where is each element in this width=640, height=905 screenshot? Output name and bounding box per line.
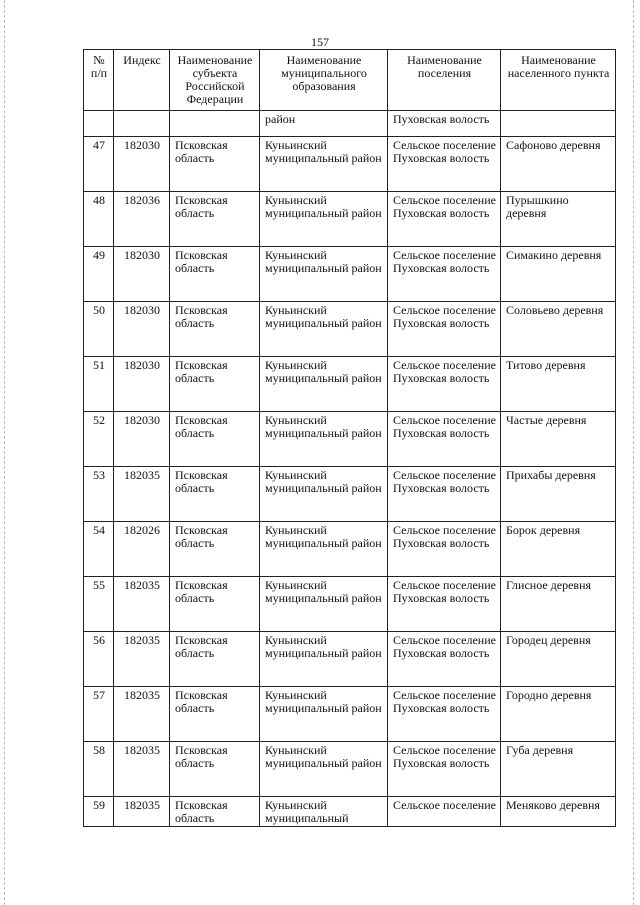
cell-locality: Соловьево деревня xyxy=(501,302,616,357)
header-municipality: Наименование муниципального образования xyxy=(260,50,388,111)
table-row xyxy=(84,412,616,467)
cell-municipality: Куньинский муниципальный район xyxy=(260,687,388,742)
table-row xyxy=(84,357,616,412)
cell-municipality: Куньинский муниципальный район xyxy=(260,412,388,467)
cell-number: 54 xyxy=(84,522,114,577)
cell-municipality: Куньинский муниципальный район xyxy=(260,357,388,412)
cell-subject: Псковская область xyxy=(170,357,260,412)
cell-number: 48 xyxy=(84,192,114,247)
table-row xyxy=(84,687,616,742)
cell-settlement: Сельское поселение Пуховская волость xyxy=(388,742,501,797)
cell-subject: Псковская область xyxy=(170,247,260,302)
cell-locality: Глисное деревня xyxy=(501,577,616,632)
table-row xyxy=(84,302,616,357)
header-index: Индекс xyxy=(114,50,170,111)
cell-subject: Псковская область xyxy=(170,412,260,467)
cell-index: 182030 xyxy=(114,302,170,357)
cell-number: 58 xyxy=(84,742,114,797)
table-row xyxy=(84,632,616,687)
cell-subject: Псковская область xyxy=(170,192,260,247)
cell-index: 182030 xyxy=(114,357,170,412)
cell-settlement: Сельское поселение Пуховская волость xyxy=(388,577,501,632)
table-row xyxy=(84,192,616,247)
cell-municipality: Куньинский муниципальный район xyxy=(260,522,388,577)
cell-settlement: Сельское поселение Пуховская волость xyxy=(388,137,501,192)
cell-number: 49 xyxy=(84,247,114,302)
cell-index: 182030 xyxy=(114,137,170,192)
header-settlement: Наименование поселения xyxy=(388,50,501,111)
cell-index: 182026 xyxy=(114,522,170,577)
table-row xyxy=(84,577,616,632)
cell-locality: Губа деревня xyxy=(501,742,616,797)
cell-locality: Прихабы деревня xyxy=(501,467,616,522)
cell-municipality: Куньинский муниципальный район xyxy=(260,742,388,797)
cell-locality: Частые деревня xyxy=(501,412,616,467)
cell-index: 182036 xyxy=(114,192,170,247)
cell-municipality: Куньинский муниципальный xyxy=(260,797,388,827)
cell-subject: Псковская область xyxy=(170,687,260,742)
cell-settlement: Сельское поселение Пуховская волость xyxy=(388,632,501,687)
settlements-table xyxy=(83,49,616,827)
cell-locality: Симакино деревня xyxy=(501,247,616,302)
cell-index: 182030 xyxy=(114,412,170,467)
cell-settlement: Сельское поселение Пуховская волость xyxy=(388,522,501,577)
table-row xyxy=(84,137,616,192)
cell-number: 55 xyxy=(84,577,114,632)
table-row xyxy=(84,797,616,827)
cell-number: 59 xyxy=(84,797,114,827)
table-row xyxy=(84,742,616,797)
cell-subject: Псковская область xyxy=(170,742,260,797)
scan-edge-left xyxy=(4,0,6,905)
table-row xyxy=(84,247,616,302)
table-row xyxy=(84,467,616,522)
cell-number: 51 xyxy=(84,357,114,412)
table-row xyxy=(84,522,616,577)
cell-index: 182035 xyxy=(114,797,170,827)
cell-municipality: район xyxy=(260,111,388,137)
cell-subject: Псковская область xyxy=(170,797,260,827)
cell-number: 50 xyxy=(84,302,114,357)
page-number: 157 xyxy=(311,35,329,49)
cell-locality: Сафоново деревня xyxy=(501,137,616,192)
cell-index: 182035 xyxy=(114,577,170,632)
cell-locality: Борок деревня xyxy=(501,522,616,577)
cell-number: 52 xyxy=(84,412,114,467)
cell-number: 57 xyxy=(84,687,114,742)
continuation-row xyxy=(84,111,616,137)
cell-subject: Псковская область xyxy=(170,467,260,522)
cell-index: 182035 xyxy=(114,742,170,797)
table-header-row xyxy=(84,50,616,111)
cell-locality: Городец деревня xyxy=(501,632,616,687)
cell-settlement: Сельское поселение Пуховская волость xyxy=(388,687,501,742)
cell-subject: Псковская область xyxy=(170,632,260,687)
cell-subject: Псковская область xyxy=(170,522,260,577)
cell-settlement: Сельское поселение Пуховская волость xyxy=(388,412,501,467)
cell-index: 182035 xyxy=(114,632,170,687)
cell-locality: Пурышкино деревня xyxy=(501,192,616,247)
header-subject: Наименование субъекта Российской Федерации xyxy=(170,50,260,111)
cell-subject: Псковская область xyxy=(170,302,260,357)
cell-locality: Меняково деревня xyxy=(501,797,616,827)
cell-number: 56 xyxy=(84,632,114,687)
cell-settlement: Сельское поселение Пуховская волость xyxy=(388,302,501,357)
cell-number: 53 xyxy=(84,467,114,522)
cell-locality: Титово деревня xyxy=(501,357,616,412)
cell-municipality: Куньинский муниципальный район xyxy=(260,632,388,687)
cell-index: 182035 xyxy=(114,467,170,522)
cell-subject: Псковская область xyxy=(170,577,260,632)
cell-municipality: Куньинский муниципальный район xyxy=(260,577,388,632)
scan-edge-right xyxy=(633,0,635,905)
header-locality: Наименование населенного пункта xyxy=(501,50,616,111)
cell-index: 182035 xyxy=(114,687,170,742)
cell-settlement: Сельское поселение Пуховская волость xyxy=(388,247,501,302)
cell-subject: Псковская область xyxy=(170,137,260,192)
cell-settlement: Сельское поселение Пуховская волость xyxy=(388,192,501,247)
header-number: № п/п xyxy=(84,50,114,111)
cell-municipality: Куньинский муниципальный район xyxy=(260,192,388,247)
cell-index: 182030 xyxy=(114,247,170,302)
cell-municipality: Куньинский муниципальный район xyxy=(260,302,388,357)
cell-municipality: Куньинский муниципальный район xyxy=(260,137,388,192)
cell-settlement: Сельское поселение Пуховская волость xyxy=(388,467,501,522)
cell-municipality: Куньинский муниципальный район xyxy=(260,247,388,302)
cell-settlement: Пуховская волость xyxy=(388,111,501,137)
cell-locality: Городно деревня xyxy=(501,687,616,742)
cell-settlement: Сельское поселение xyxy=(388,797,501,827)
cell-settlement: Сельское поселение Пуховская волость xyxy=(388,357,501,412)
cell-number: 47 xyxy=(84,137,114,192)
cell-municipality: Куньинский муниципальный район xyxy=(260,467,388,522)
